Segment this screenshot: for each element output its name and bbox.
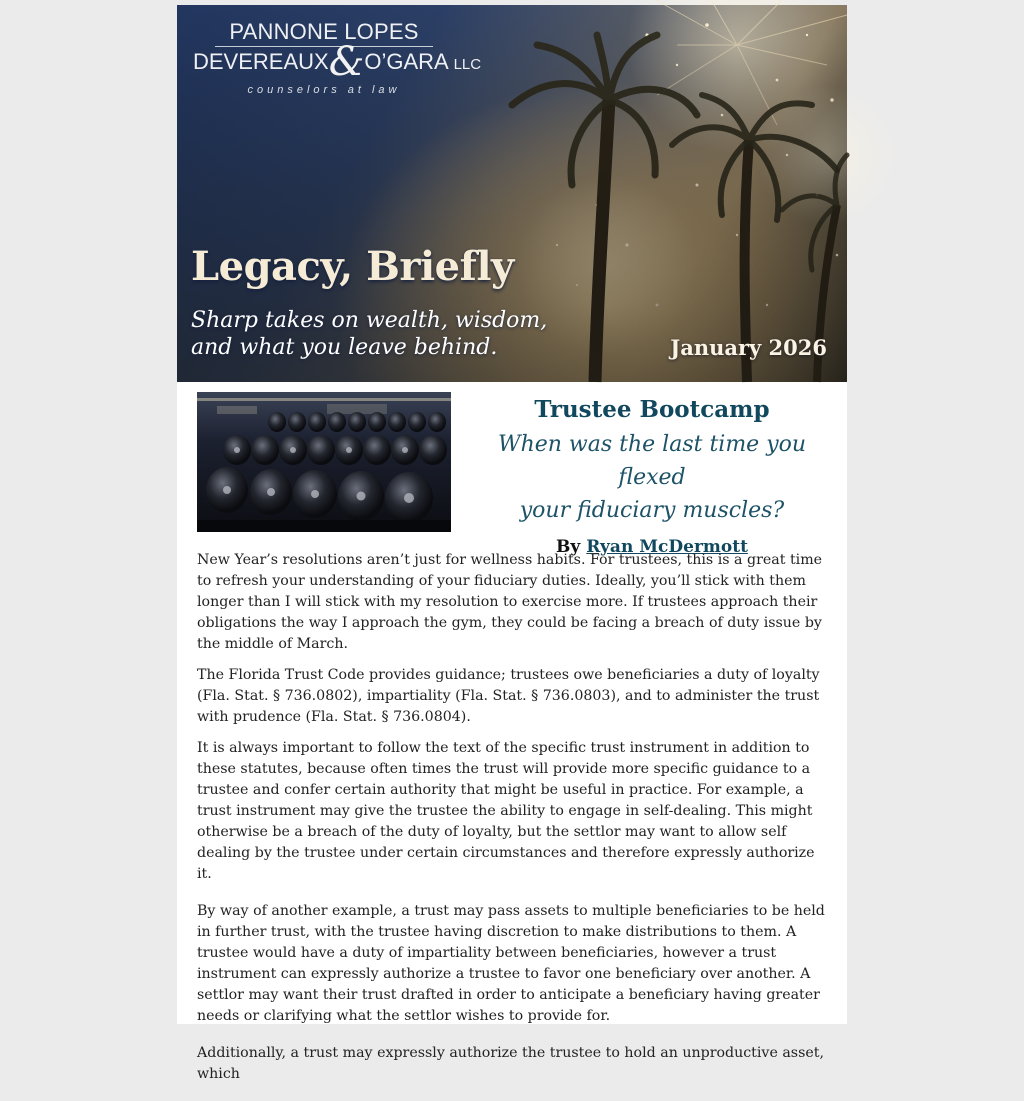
article-paragraph-2: The Florida Trust Code provides guidance; trustees owe beneficiaries a duty of loyalty (Fla. Stat. § 736.0802), impartiality (Fla. Stat. § 736.0803), and to administer the trust with prudence (Fla. Stat. § 736.0804). bbox=[197, 667, 820, 725]
logo-name-devereaux: DEVEREAUX bbox=[193, 49, 329, 74]
logo-tagline: counselors at law bbox=[247, 84, 401, 96]
article-subtitle-line-2: your fiduciary muscles? bbox=[519, 498, 785, 523]
byline-prefix: By bbox=[556, 537, 581, 557]
logo-line-1: PANNONE LOPES bbox=[229, 19, 419, 44]
newsletter-subtitle-line-1: Sharp takes on wealth, wisdom, bbox=[191, 308, 548, 333]
article-paragraph-1: New Year’s resolutions aren’t just for wellness habits. For trustees, this is a great time to refresh your understanding of your fiduciary duties. Ideally, you’ll stick with them longer than I will stick with my resolution to exercise more. If trustees approach their obligations the way I approach the gym, they could be facing a breach of duty issue by the middle of March. bbox=[197, 552, 823, 652]
newsletter-title: Legacy, Briefly bbox=[191, 243, 514, 290]
article-title: Trustee Bootcamp bbox=[534, 396, 770, 423]
hero-banner bbox=[177, 5, 847, 382]
logo-ampersand: & bbox=[328, 39, 365, 85]
article-body bbox=[197, 550, 829, 1101]
article-header bbox=[467, 392, 837, 557]
firm-logo bbox=[193, 19, 482, 96]
dumbbell-rack-illustration bbox=[197, 392, 451, 532]
article-paragraph-3: It is always important to follow the text of the specific trust instrument in addition to these statutes, because often times the trust will provide more specific guidance to a trustee and confer certain authority that might be useful in practice. For example, a trust instrument may give the trustee the ability to engage in self-dealing. This might otherwise be a breach of the duty of loyalty, but the settlor may want to allow self dealing by the trustee under certain circumstances and therefore expressly authorize it. bbox=[197, 740, 815, 882]
article-paragraph-4: By way of another example, a trust may pass assets to multiple beneficiaries to be held in further trust, with the trustee having discretion to make distributions to them. A trustee would have a duty of impartiality between beneficiaries, however a trust instrument can expressly authorize a trustee to favor one beneficiary over another. A settlor may want their trust drafted in order to anticipate a beneficiary having greater needs or clarifying what the settlor wishes to provide for. bbox=[197, 903, 825, 1024]
article-subtitle bbox=[467, 428, 837, 527]
logo-line-2 bbox=[193, 39, 482, 85]
article-subtitle-line-1: When was the last time you flexed bbox=[497, 432, 807, 490]
newsletter-page bbox=[177, 5, 847, 1082]
article-paragraph-5: Additionally, a trust may expressly authorize the trustee to hold an unproductive asset, which bbox=[197, 1045, 824, 1082]
logo-name-ogara: O’GARA bbox=[364, 49, 448, 74]
newsletter-subtitle-line-2: and what you leave behind. bbox=[191, 335, 498, 360]
author-link[interactable]: Ryan McDermott bbox=[586, 537, 748, 557]
logo-llc: LLC bbox=[453, 56, 482, 73]
article-image-dumbbells bbox=[197, 392, 451, 532]
newsletter-subtitle bbox=[191, 307, 571, 361]
issue-date: January 2026 bbox=[670, 335, 827, 360]
